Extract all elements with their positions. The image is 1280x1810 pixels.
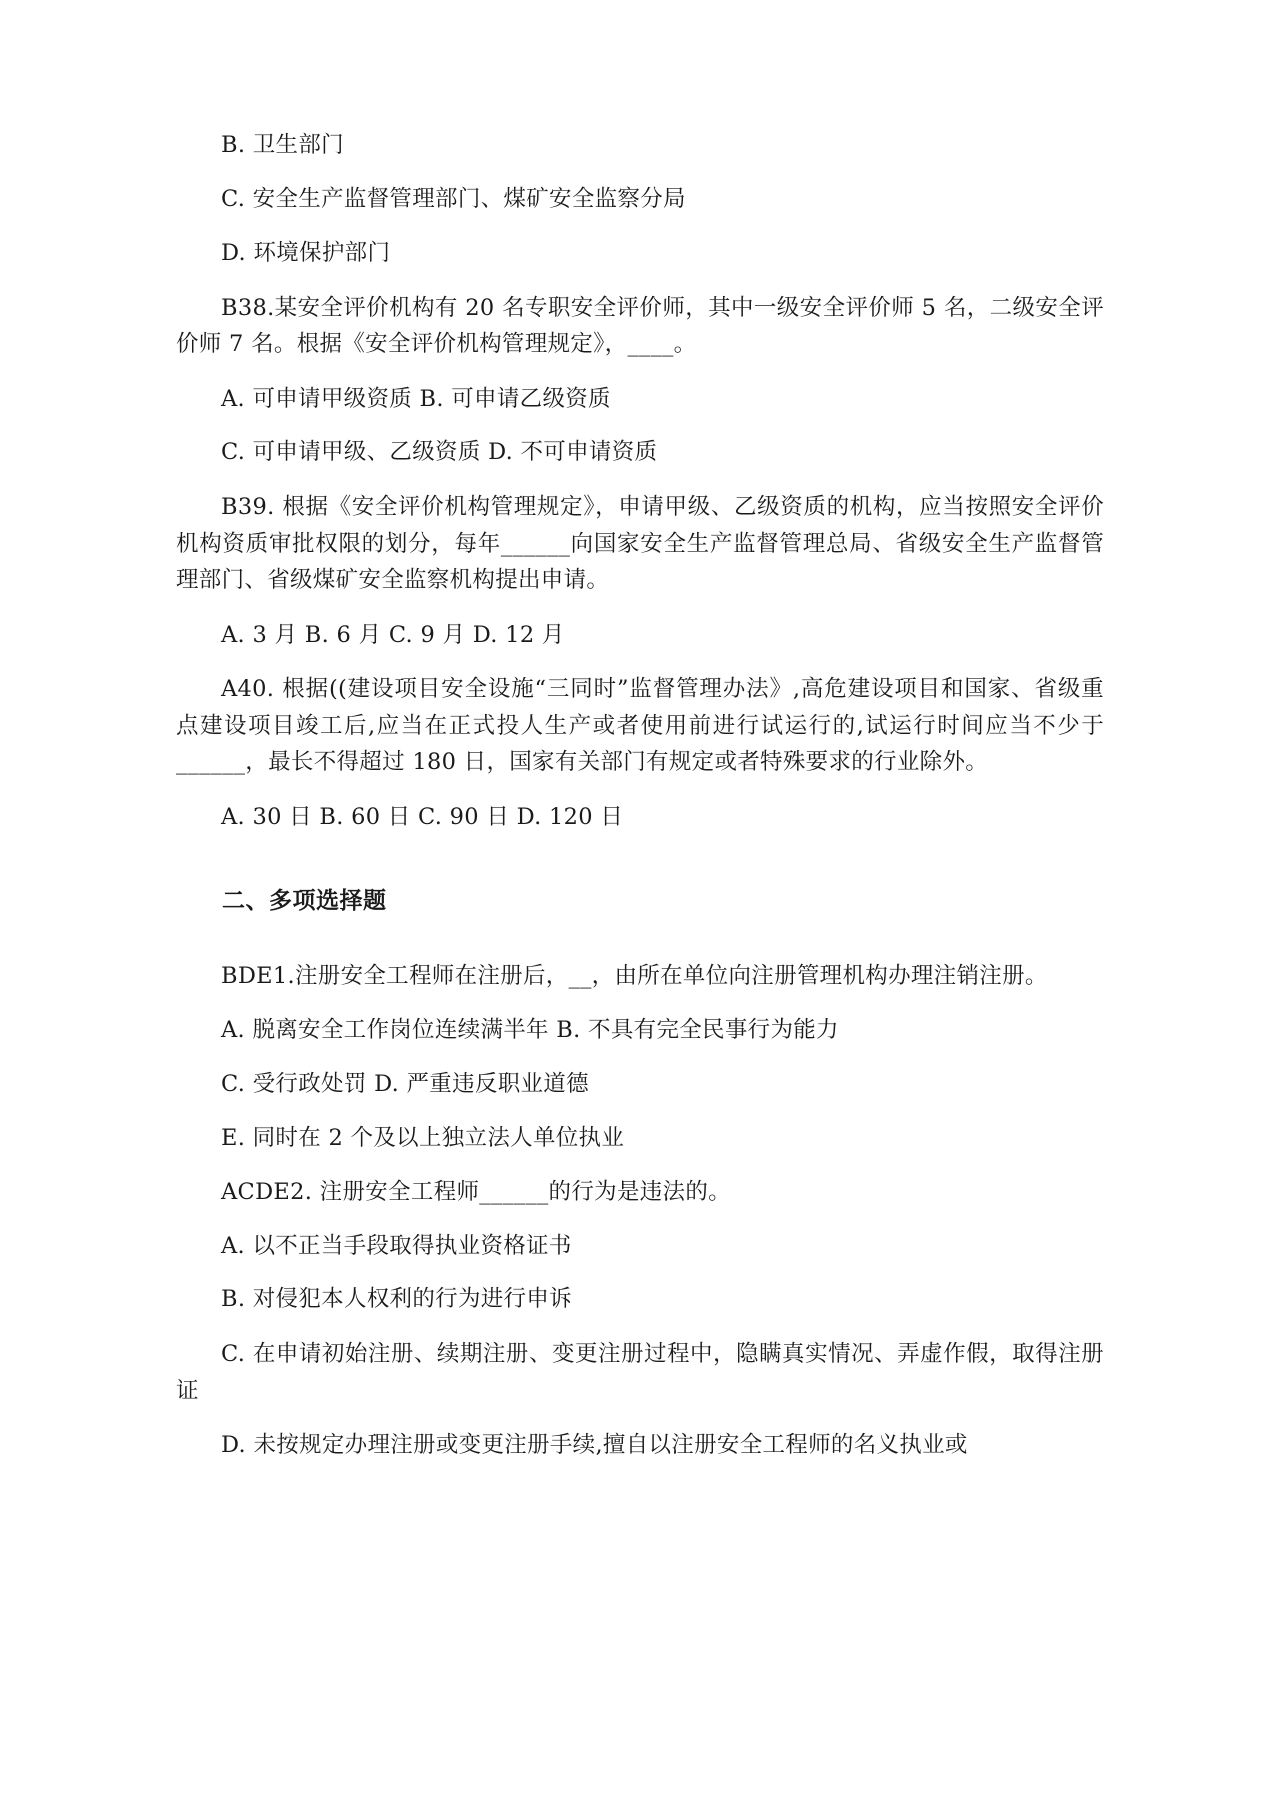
option-item: A. 3 月 B. 6 月 C. 9 月 D. 12 月 [221,621,565,648]
question-paragraph: A40. 根据((建设项目安全设施“三同时”监督管理办法》,高危建设项目和国家、省级重点建设项目竣工后,应当在正式投人生产或者使用前进行试运行的,试运行时间应当不少于______，最长不得超过 180 日，国家有关部门有规定或者特殊要求的行业除外。 [176,676,1104,776]
option-item: B. 对侵犯本人权利的行为进行申诉 [221,1286,572,1313]
option-item: E. 同时在 2 个及以上独立法人单位执业 [221,1124,625,1151]
section-heading: 二、多项选择题 [222,886,387,914]
option-item: C. 可申请甲级、乙级资质 D. 不可申请资质 [221,439,658,466]
option-item: C. 在申请初始注册、续期注册、变更注册过程中，隐瞒真实情况、弄虚作假，取得注册证 [176,1341,1104,1404]
option-item: D. 环境保护部门 [221,239,391,266]
option-item: D. 未按规定办理注册或变更注册手续,擅自以注册安全工程师的名义执业或 [221,1432,968,1459]
option-item: A. 以不正当手段取得执业资格证书 [221,1232,572,1259]
option-item: C. 安全生产监督管理部门、煤矿安全监察分局 [221,185,686,212]
option-item: B. 卫生部门 [221,132,344,158]
option-item: A. 脱离安全工作岗位连续满半年 B. 不具有完全民事行为能力 [221,1017,839,1044]
document-body [176,128,1104,1463]
question-paragraph: ACDE2. 注册安全工程师______的行为是违法的。 [221,1178,731,1205]
option-item: C. 受行政处罚 D. 严重违反职业道德 [221,1070,589,1097]
question-paragraph: B38.某安全评价机构有 20 名专职安全评价师，其中一级安全评价师 5 名，二级安全评价师 7 名。根据《安全评价机构管理规定》，____。 [176,294,1104,358]
question-paragraph: BDE1.注册安全工程师在注册后，__，由所在单位向注册管理机构办理注销注册。 [221,962,1048,989]
option-item: A. 30 日 B. 60 日 C. 90 日 D. 120 日 [221,803,624,830]
option-item: A. 可申请甲级资质 B. 可申请乙级资质 [221,385,611,412]
question-paragraph: B39. 根据《安全评价机构管理规定》，申请甲级、乙级资质的机构，应当按照安全评价机构资质审批权限的划分，每年______向国家安全生产监督管理总局、省级安全生产监督管理部门、省级煤矿安全监察机构提出申请。 [176,494,1104,594]
